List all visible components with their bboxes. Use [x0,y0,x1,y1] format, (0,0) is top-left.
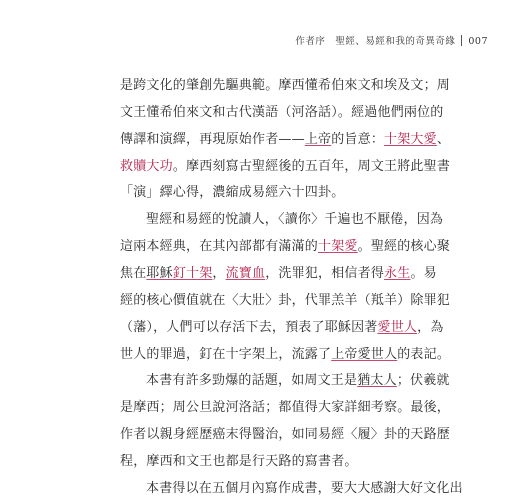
text-run: 聖經和易經的悅讀人，〈讀你〉千遍也不厭倦，因為 [146,212,444,228]
page-number: 007 [468,36,488,47]
text-run: 文王懂希伯來文和古代漢語（河洛話）。經過他們兩位的 [120,104,444,120]
text-line [146,480,463,498]
text-line [120,158,451,176]
text-run: ，洗罪犯，相信者得 [265,265,385,281]
text-line [120,453,390,471]
text-line [120,346,451,364]
text-line [120,238,451,256]
chapter-title: 作者序 聖經、易經和我的奇異奇緣 [295,36,456,47]
text-line [146,372,450,390]
text-run: 。易 [410,265,437,281]
text-line [120,265,437,283]
text-line [120,426,451,444]
text-run: 是摩西；周公旦說河洛話；都值得大家詳細考察。最後， [120,400,451,416]
text-run: 世人的罪過，釘在十字架上，流露了 [120,346,332,362]
text-run: 這兩本經典，在其內部都有滿滿的 [120,239,319,255]
text-line [120,319,444,337]
text-line [120,399,451,417]
highlighted-phrase: 愛世人 [377,319,418,335]
text-run: 「演」繹心得，濃縮成易經六十四卦。 [120,185,345,201]
text-run: 傳譯和演繹，再現原始作者—— [120,131,305,147]
highlighted-phrase: 永生 [384,265,411,281]
text-line [120,104,444,122]
text-line [146,211,444,229]
highlighted-phrase: 救贖大功 [120,158,173,174]
highlighted-phrase: 流寶血 [225,265,266,281]
text-line [120,131,451,149]
text-line [120,77,451,95]
text-run: 焦在 [120,265,147,281]
text-run: 。聖經的核心聚 [357,239,451,255]
text-run: 上帝愛世人 [331,346,398,362]
highlighted-phrase: 釘十架 [172,265,213,281]
text-run: ，為 [417,319,444,335]
highlighted-phrase: 十架大愛 [384,131,437,147]
text-run: 。摩西刻寫古聖經後的五百年，周文王將此聖書 [172,158,451,174]
text-run: 是跨文化的肇創先驅典範。摩西懂希伯來文和埃及文；周 [120,78,451,93]
text-run: 經的核心價值就在〈大壯〉卦，代罪羔羊（羝羊）除罪犯 [120,292,451,308]
text-run: 本書有許多勁爆的話題，如周文王是 [146,373,358,389]
text-run: 本書得以在五個月內寫作成書，要大大感謝大好文化出 [146,480,463,496]
highlighted-phrase: 十架愛 [318,239,358,255]
text-run: ， [212,265,226,281]
text-run: 猶太人 [357,373,397,389]
running-header [0,33,488,47]
text-run: 的表記。 [397,346,451,362]
header-divider [461,35,462,46]
text-run: （藩），人們可以存活下去，預表了耶穌因著 [120,319,378,335]
text-run: 作者以親身經歷癌末得醫治，如同易經〈履〉卦的天路歷 [120,427,451,443]
text-run: 程，摩西和文王也都是行天路的寫書者。 [120,453,358,469]
text-run: 、 [436,131,451,147]
text-run: 上帝 [304,131,332,147]
text-line [120,292,451,310]
text-run: 耶穌 [146,265,173,281]
text-run: ；伏羲就 [396,373,450,389]
text-run: 的旨意： [331,131,385,147]
text-line [120,184,390,202]
